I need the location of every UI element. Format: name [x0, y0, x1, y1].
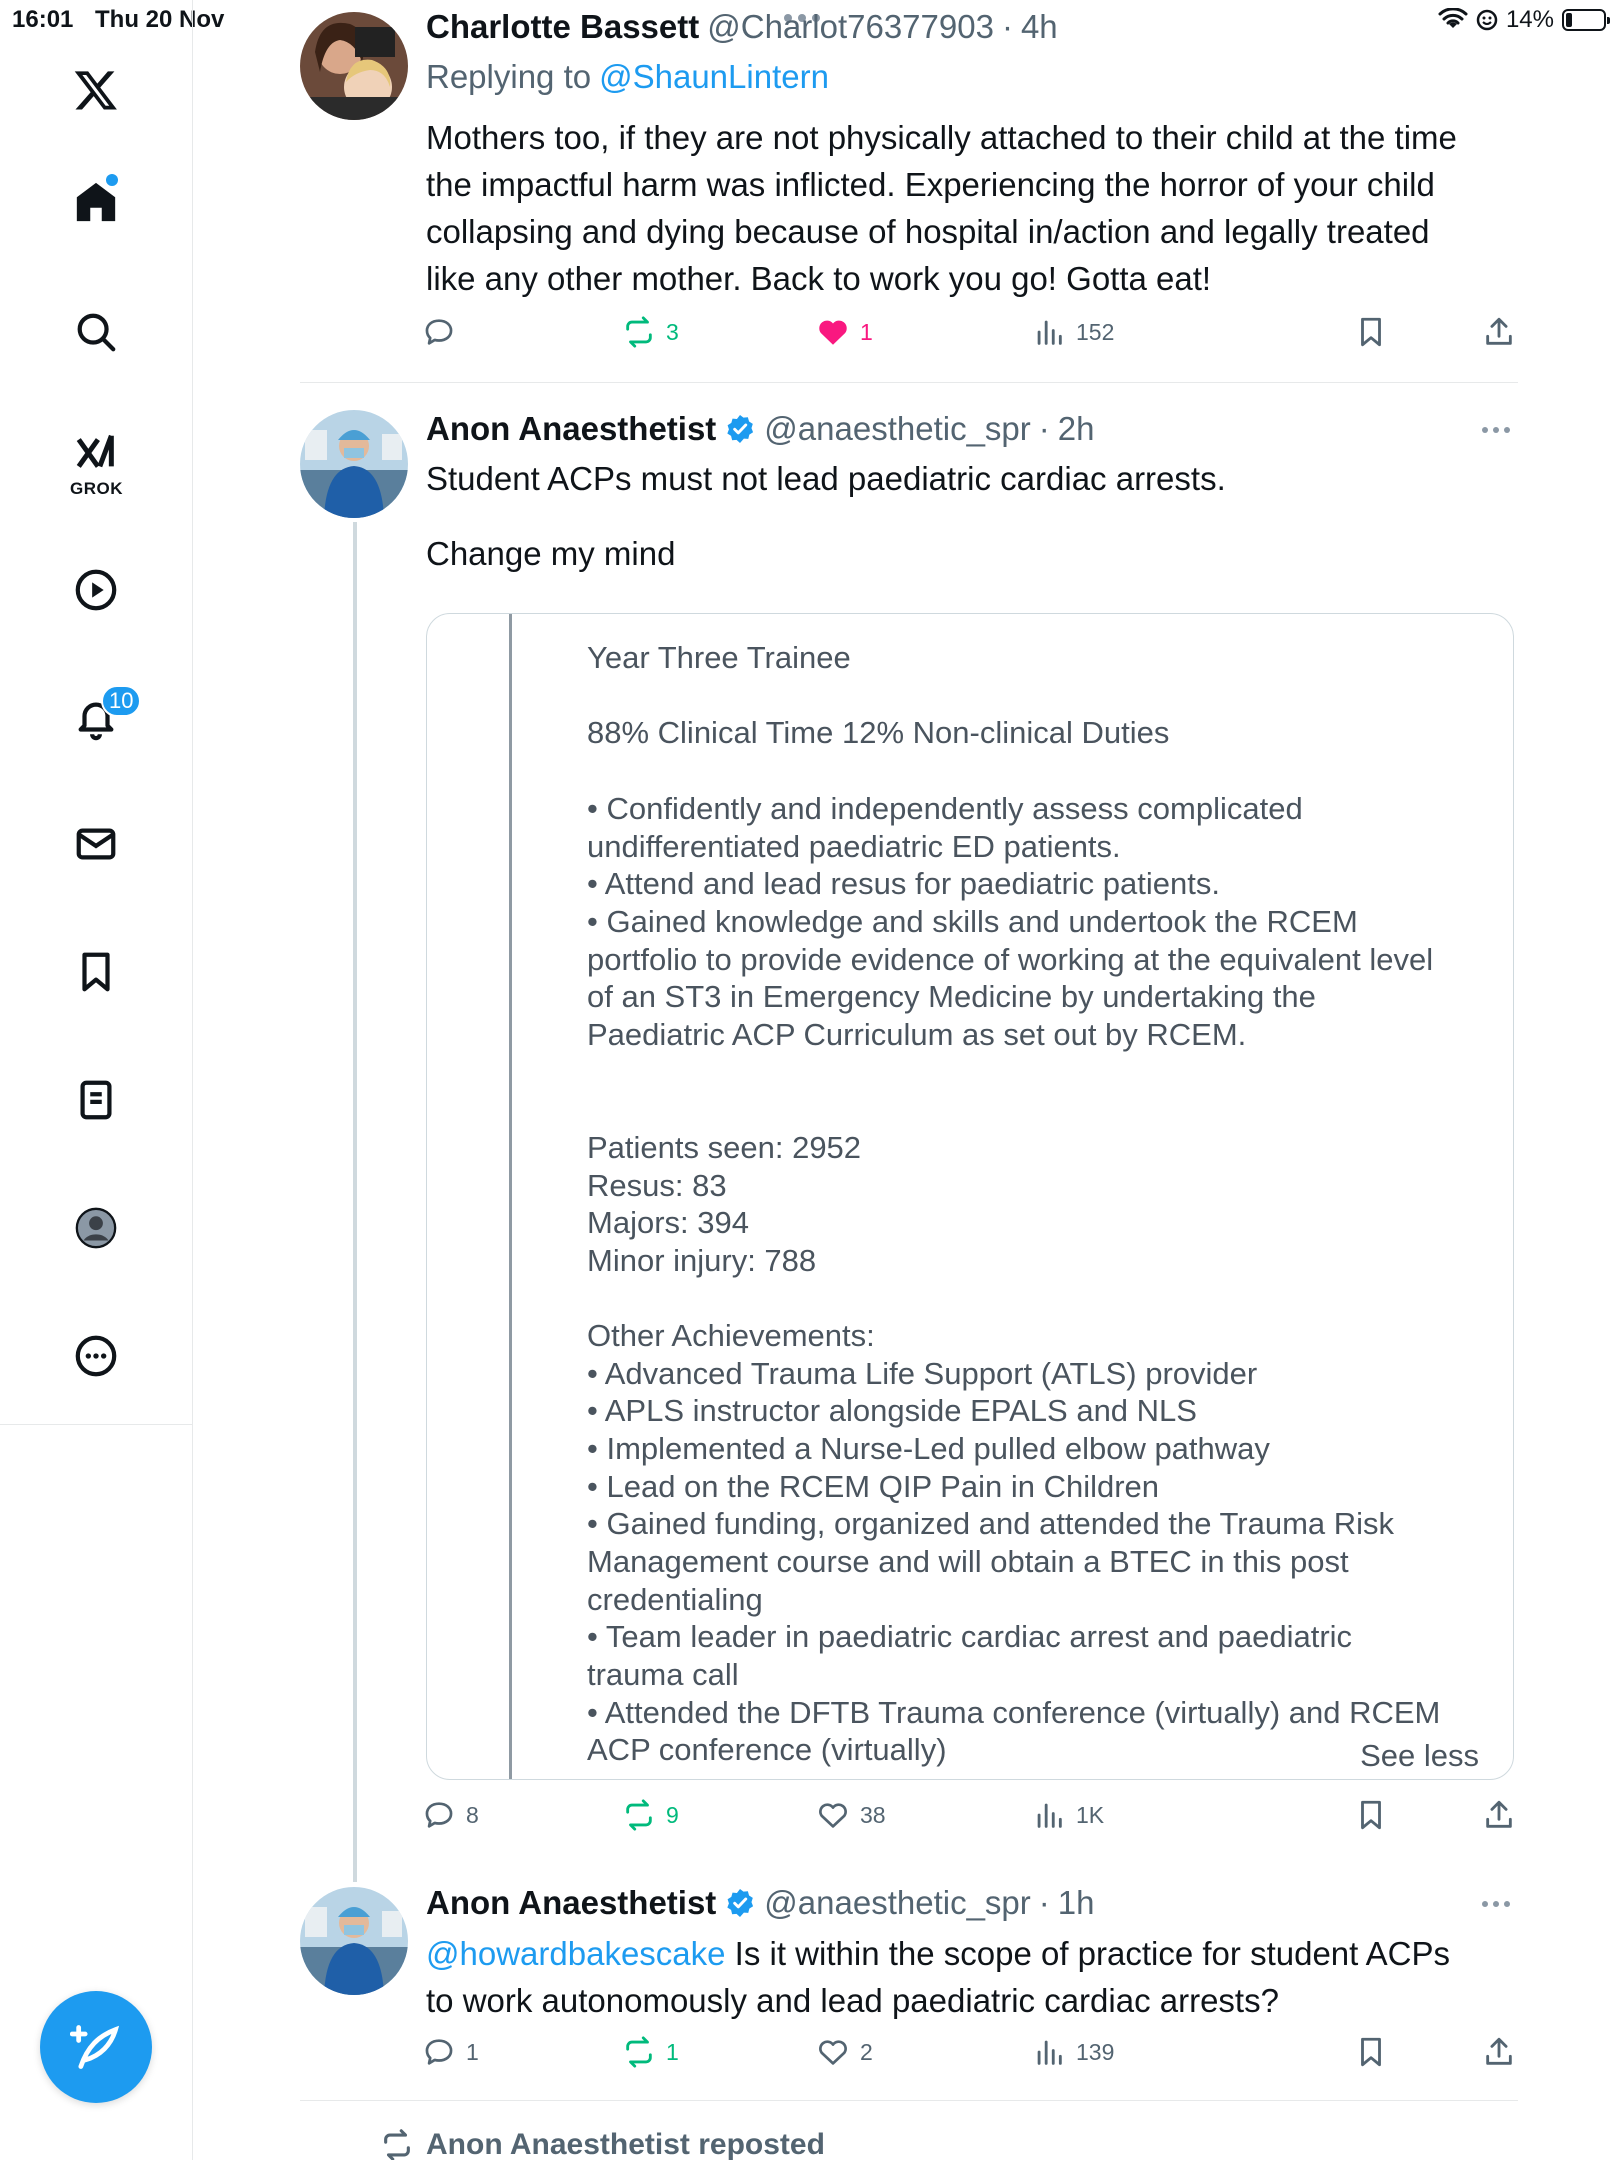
tweet-actions — [422, 2035, 1392, 2075]
grok-label: GROK — [70, 479, 123, 498]
card-line: • Lead on the RCEM QIP Pain in Children — [587, 1469, 1160, 1504]
reply-icon — [422, 315, 456, 349]
tweet-text-line: the impactful harm was inflicted. Experiencing the horror of your child — [426, 166, 1435, 203]
author-handle[interactable]: @anaesthetic_spr — [764, 1884, 1031, 1921]
tweet-time[interactable]: 4h — [1020, 8, 1058, 45]
verified-badge-icon — [724, 413, 756, 445]
author-name[interactable]: Charlotte Bassett — [426, 8, 700, 45]
see-less-link[interactable]: See less — [1360, 1738, 1479, 1773]
bookmark-icon[interactable] — [66, 942, 126, 1002]
tweet-time[interactable]: 2h — [1057, 410, 1095, 447]
avatar[interactable] — [300, 12, 408, 120]
repost-count: 3 — [666, 318, 679, 345]
compose-button[interactable] — [40, 1991, 152, 2103]
video-icon[interactable] — [66, 560, 126, 620]
tweet-text-line: like any other mother. Back to work you go! Gotta eat! — [426, 260, 1212, 297]
home-unread-dot — [106, 174, 118, 186]
views-button[interactable] — [1032, 315, 1114, 349]
card-line: portfolio to provide evidence of working at the equivalent level — [587, 942, 1434, 977]
heart-icon — [816, 1798, 850, 1832]
card-line: of an ST3 in Emergency Medicine by undertaking the — [587, 979, 1316, 1014]
meta-separator: · — [1038, 410, 1050, 447]
tweet-text — [426, 114, 1457, 302]
tweet-text-line: Student ACPs must not lead paediatric cardiac arrests. — [426, 460, 1226, 497]
tweet-text-line: collapsing and dying because of hospital in/action and legally treated — [426, 213, 1430, 250]
tweet-header — [426, 1884, 1095, 1922]
card-line: • Advanced Trauma Life Support (ATLS) provider — [587, 1356, 1258, 1391]
card-line: • APLS instructor alongside EPALS and NLS — [587, 1393, 1197, 1428]
views-button[interactable] — [1032, 1798, 1104, 1832]
author-handle[interactable]: @anaesthetic_spr — [764, 410, 1031, 447]
tweet-header — [426, 8, 1058, 46]
avatar[interactable] — [300, 1887, 408, 1995]
card-line: • Confidently and independently assess complicated — [587, 791, 1303, 826]
like-button[interactable] — [816, 2035, 873, 2069]
bookmark-icon — [1354, 2035, 1388, 2069]
repost-count: 1 — [666, 2038, 679, 2065]
bookmark-button[interactable] — [1354, 315, 1388, 349]
views-count: 1K — [1076, 1801, 1105, 1828]
reply-count: 8 — [466, 1801, 479, 1828]
card-line: Other Achievements: — [587, 1318, 875, 1353]
views-icon — [1032, 2035, 1066, 2069]
list-icon[interactable] — [66, 1070, 126, 1130]
card-line: credentialing — [587, 1582, 763, 1617]
bookmark-icon — [1354, 315, 1388, 349]
meta-separator: · — [1038, 1884, 1050, 1921]
tweet-text-line: Is it within the scope of practice for student ACPs — [725, 1935, 1451, 1972]
thread-connector — [353, 522, 357, 1882]
tweet-divider — [300, 2100, 1518, 2101]
tweet-text-line: to work autonomously and lead paediatric cardiac arrests? — [426, 1982, 1279, 2019]
bookmark-button[interactable] — [1354, 2035, 1388, 2069]
repost-icon — [622, 2035, 656, 2069]
tweet-text-line: Change my mind — [426, 535, 676, 572]
reply-button[interactable] — [422, 315, 456, 349]
replying-prefix: Replying to — [426, 58, 592, 95]
card-line: • Gained knowledge and skills and undertook the RCEM — [587, 904, 1358, 939]
battery-icon — [1562, 9, 1606, 31]
like-button[interactable] — [816, 315, 873, 349]
reposted-label: Anon Anaesthetist reposted — [426, 2128, 825, 2160]
repost-button[interactable] — [622, 2035, 679, 2069]
card-line: • Attended the DFTB Trauma conference (virtually) and RCEM — [587, 1695, 1441, 1730]
share-icon — [1482, 2035, 1516, 2069]
bookmark-button[interactable] — [1354, 1798, 1388, 1832]
sidebar-nav — [0, 0, 193, 2160]
reply-count: 1 — [466, 2038, 479, 2065]
card-quote-bar — [509, 614, 512, 1780]
tweet-time[interactable]: 1h — [1057, 1884, 1095, 1921]
author-handle[interactable]: @Charlot76377903 — [707, 8, 994, 45]
more-options-icon[interactable] — [1482, 1901, 1510, 1907]
views-icon — [1032, 1798, 1066, 1832]
like-count: 2 — [860, 2038, 873, 2065]
reply-button[interactable] — [422, 1798, 479, 1832]
repost-icon — [622, 1798, 656, 1832]
reposted-header[interactable] — [380, 2128, 825, 2160]
card-line: Majors: 394 — [587, 1205, 749, 1240]
like-button[interactable] — [816, 1798, 886, 1832]
mention-link[interactable]: @howardbakescake — [426, 1935, 726, 1972]
card-line: • Implemented a Nurse-Led pulled elbow pathway — [587, 1431, 1270, 1466]
views-button[interactable] — [1032, 2035, 1114, 2069]
heart-icon — [816, 2035, 850, 2069]
reply-button[interactable] — [422, 2035, 479, 2069]
profile-icon[interactable] — [66, 1198, 126, 1258]
share-button[interactable] — [1482, 2035, 1516, 2069]
card-line: ACP conference (virtually) — [587, 1732, 947, 1767]
like-count: 38 — [860, 1801, 886, 1828]
x-logo-icon[interactable] — [66, 60, 126, 120]
card-line: Resus: 83 — [587, 1168, 727, 1203]
repost-count: 9 — [666, 1801, 679, 1828]
repost-icon — [380, 2128, 414, 2160]
grok-icon[interactable] — [66, 423, 126, 483]
share-button[interactable] — [1482, 1798, 1516, 1832]
compose-icon — [70, 2021, 122, 2073]
reply-icon — [422, 1798, 456, 1832]
card-line: Management course and will obtain a BTEC in this post — [587, 1544, 1349, 1579]
card-line: • Team leader in paediatric cardiac arrest and paediatric — [587, 1619, 1353, 1654]
avatar[interactable] — [300, 410, 408, 518]
more-icon[interactable] — [66, 1326, 126, 1386]
status-date: Thu 20 Nov — [95, 6, 225, 33]
card-line: Minor injury: 788 — [587, 1243, 817, 1278]
sidebar-divider — [0, 1424, 193, 1425]
card-line: 88% Clinical Time 12% Non-clinical Duties — [587, 715, 1170, 750]
replying-to-link[interactable]: @ShaunLintern — [599, 58, 829, 95]
heart-filled-icon — [816, 315, 850, 349]
card-line: Paediatric ACP Curriculum as set out by RCEM. — [587, 1017, 1247, 1052]
tweet-text-line: Mothers too, if they are not physically attached to their child at the time — [426, 119, 1457, 156]
timeline — [300, 0, 1518, 2160]
like-count: 1 — [860, 318, 873, 345]
card-line: trauma call — [587, 1657, 739, 1692]
card-line: • Gained funding, organized and attended the Trauma Risk — [587, 1506, 1395, 1541]
more-options-icon[interactable] — [1482, 427, 1510, 433]
tweet-header — [426, 410, 1095, 448]
views-count: 152 — [1076, 318, 1115, 345]
repost-button[interactable] — [622, 1798, 679, 1832]
card-line: • Attend and lead resus for paediatric patients. — [587, 866, 1220, 901]
search-icon[interactable] — [66, 302, 126, 362]
views-count: 139 — [1076, 2038, 1115, 2065]
author-name[interactable]: Anon Anaesthetist — [426, 410, 717, 447]
card-line: Patients seen: 2952 — [587, 1130, 862, 1165]
bookmark-icon — [1354, 1798, 1388, 1832]
share-icon — [1482, 315, 1516, 349]
share-icon — [1482, 1798, 1516, 1832]
replying-to — [426, 58, 829, 96]
reply-icon — [422, 2035, 456, 2069]
card-line: Year Three Trainee — [587, 640, 851, 675]
status-time: 16:01 — [12, 6, 74, 33]
views-icon — [1032, 315, 1066, 349]
repost-button[interactable] — [622, 315, 679, 349]
tweet-divider — [300, 382, 1518, 383]
tweet-text — [426, 1930, 1450, 2024]
notifications-badge: 10 — [101, 685, 141, 717]
card-line: undifferentiated paediatric ED patients. — [587, 829, 1121, 864]
share-button[interactable] — [1482, 315, 1516, 349]
meta-separator: · — [1001, 8, 1013, 45]
long-text-card[interactable] — [426, 613, 1514, 1780]
mail-icon[interactable] — [66, 814, 126, 874]
tweet-text — [426, 455, 1226, 577]
repost-icon — [622, 315, 656, 349]
author-name[interactable]: Anon Anaesthetist — [426, 1884, 717, 1921]
tweet-actions — [422, 315, 1392, 355]
battery-percent: 14% — [1505, 6, 1554, 33]
verified-badge-icon — [724, 1887, 756, 1919]
tweet-actions — [422, 1798, 1392, 1838]
